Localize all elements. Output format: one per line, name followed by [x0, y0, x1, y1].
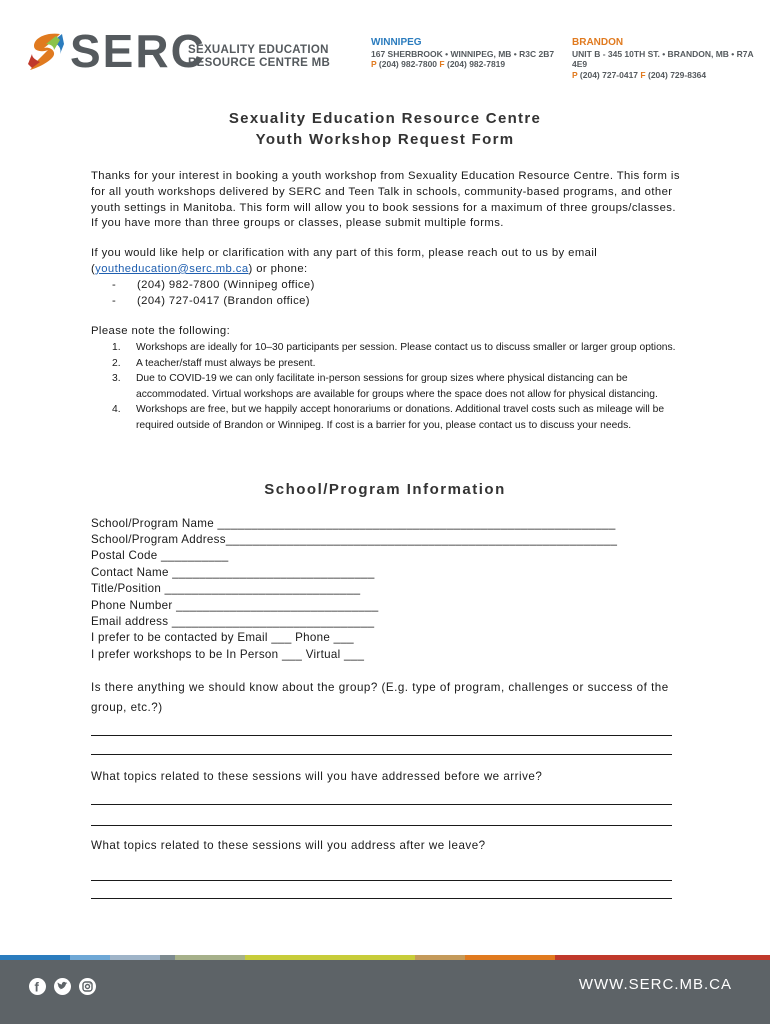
question-topics-after: What topics related to these sessions will you address after we leave? — [91, 839, 486, 852]
item-text: Due to COVID-19 we can only facilitate in-person sessions for group sizes where physical distancing can be accommodated. Virtual workshops are available for groups where the space does not allow for physical distancing. — [136, 373, 658, 400]
strip-segment — [0, 955, 70, 960]
strip-segment — [160, 955, 175, 960]
office-address: 167 SHERBROOK • WINNIPEG, MB • R3C 2B7 — [371, 48, 555, 59]
item-number: 3. — [112, 373, 121, 385]
answer-line[interactable] — [91, 898, 672, 899]
item-number: 2. — [112, 357, 121, 369]
notes-heading: Please note the following: — [91, 325, 231, 337]
list-item — [112, 356, 682, 372]
strip-segment — [555, 955, 770, 960]
winnipeg-office — [371, 38, 554, 70]
office-phone-fax — [572, 70, 770, 81]
answer-line[interactable] — [91, 825, 672, 826]
contact-name-field[interactable]: Contact Name ______________________________ — [91, 566, 375, 579]
phone-number-field[interactable]: Phone Number ______________________________ — [91, 599, 379, 612]
phone-text: (204) 727-0417 (Brandon office) — [137, 295, 310, 307]
school-address-field[interactable]: School/Program Address__________________________________________________________ — [91, 533, 618, 546]
logo-tagline — [188, 44, 330, 70]
office-fax: (204) 729-8364 — [648, 69, 707, 80]
answer-line[interactable] — [91, 754, 672, 755]
office-city: BRANDON — [572, 37, 624, 48]
notes-list — [112, 340, 682, 434]
answer-line[interactable] — [91, 735, 672, 736]
question-topics-before: What topics related to these sessions will you have addressed before we arrive? — [91, 770, 543, 783]
phone-list-item — [112, 278, 315, 294]
contact-text-after: ) or phone: — [248, 262, 308, 275]
email-link[interactable]: youtheducation@serc.mb.ca — [95, 262, 249, 275]
list-item — [112, 340, 682, 356]
item-text: Workshops are ideally for 10–30 participants per session. Please contact us to discuss smaller or larger group options. — [136, 342, 676, 353]
svg-text:f: f — [34, 979, 39, 995]
contact-paragraph — [91, 246, 681, 278]
form-title-line-2: Youth Workshop Request Form — [255, 131, 515, 148]
fax-prefix: F — [640, 69, 646, 80]
school-name-field[interactable]: School/Program Name ___________________________________________________________ — [91, 517, 616, 530]
strip-segment — [110, 955, 160, 960]
phone-prefix: P — [572, 69, 578, 80]
logo-wordmark: SERC — [70, 25, 206, 77]
list-item — [112, 371, 682, 402]
postal-code-field[interactable]: Postal Code __________ — [91, 549, 229, 562]
form-title-line-1: Sexuality Education Resource Centre — [228, 110, 542, 127]
twitter-icon[interactable] — [54, 978, 71, 995]
phone-prefix: P — [371, 59, 377, 69]
contact-preference-field[interactable]: I prefer to be contacted by Email ___ Phone ___ — [91, 631, 354, 644]
brandon-office — [572, 38, 770, 80]
intro-paragraph: Thanks for your interest in booking a youth workshop from Sexuality Education Resource Centre. This form is for all youth workshops delivered by SERC and Teen Talk in schools, community-based programs, and other youth settings in Manitoba. This form will allow you to book sessions for a maximum of three groups/classes. If you have more than three groups or classes, please submit multiple forms. — [91, 170, 680, 230]
answer-line[interactable] — [91, 804, 672, 805]
answer-line[interactable] — [91, 880, 672, 881]
email-address-field[interactable]: Email address ______________________________ — [91, 615, 375, 628]
phone-text: (204) 982-7800 (Winnipeg office) — [137, 279, 315, 291]
strip-segment — [465, 955, 555, 960]
office-city: WINNIPEG — [371, 37, 422, 48]
section-title: School/Program Information — [264, 481, 506, 498]
office-address: UNIT B - 345 10TH ST. • BRANDON, MB • R7A 4E9 — [572, 48, 754, 69]
office-fax: (204) 982-7819 — [447, 59, 506, 69]
strip-segment — [175, 955, 245, 960]
page-header — [0, 0, 770, 95]
strip-segment — [70, 955, 110, 960]
bullet-dash: - — [112, 295, 117, 307]
item-number: 4. — [112, 404, 121, 416]
strip-segment — [245, 955, 415, 960]
item-number: 1. — [112, 342, 121, 353]
list-item — [112, 402, 682, 433]
tagline-line-2: RESOURCE CENTRE MB — [188, 57, 331, 69]
facebook-icon[interactable] — [29, 978, 46, 995]
tagline-line-1: SEXUALITY EDUCATION — [188, 44, 329, 56]
phone-list-item — [112, 294, 310, 310]
item-text: Workshops are free, but we happily accept honorariums or donations. Additional travel costs such as mileage will be required outside of Brandon or Winnipeg. If cost is a barrier for you, please contact us to discuss your needs. — [136, 404, 665, 431]
instagram-icon[interactable] — [79, 978, 96, 995]
footer-color-strip — [0, 955, 770, 960]
website-link[interactable]: WWW.SERC.MB.CA — [578, 976, 732, 993]
workshop-preference-field[interactable]: I prefer workshops to be In Person ___ Virtual ___ — [91, 648, 365, 661]
serc-logo-icon — [26, 30, 66, 74]
title-position-field[interactable]: Title/Position _____________________________ — [91, 582, 361, 595]
office-phone-fax — [371, 59, 554, 70]
contact-text: If you would like help or clarification with any part of this form, please reach out to us by email ( — [91, 247, 598, 275]
fax-prefix: F — [439, 59, 445, 69]
item-text: A teacher/staff must always be present. — [136, 357, 316, 369]
strip-segment — [415, 955, 465, 960]
bullet-dash: - — [112, 279, 117, 291]
question-group-info: Is there anything we should know about the group? (E.g. type of program, challenges or success of the group, etc.?) — [91, 681, 669, 714]
office-phone: (204) 727-0417 — [579, 69, 639, 80]
office-phone: (204) 982-7800 — [378, 59, 438, 69]
